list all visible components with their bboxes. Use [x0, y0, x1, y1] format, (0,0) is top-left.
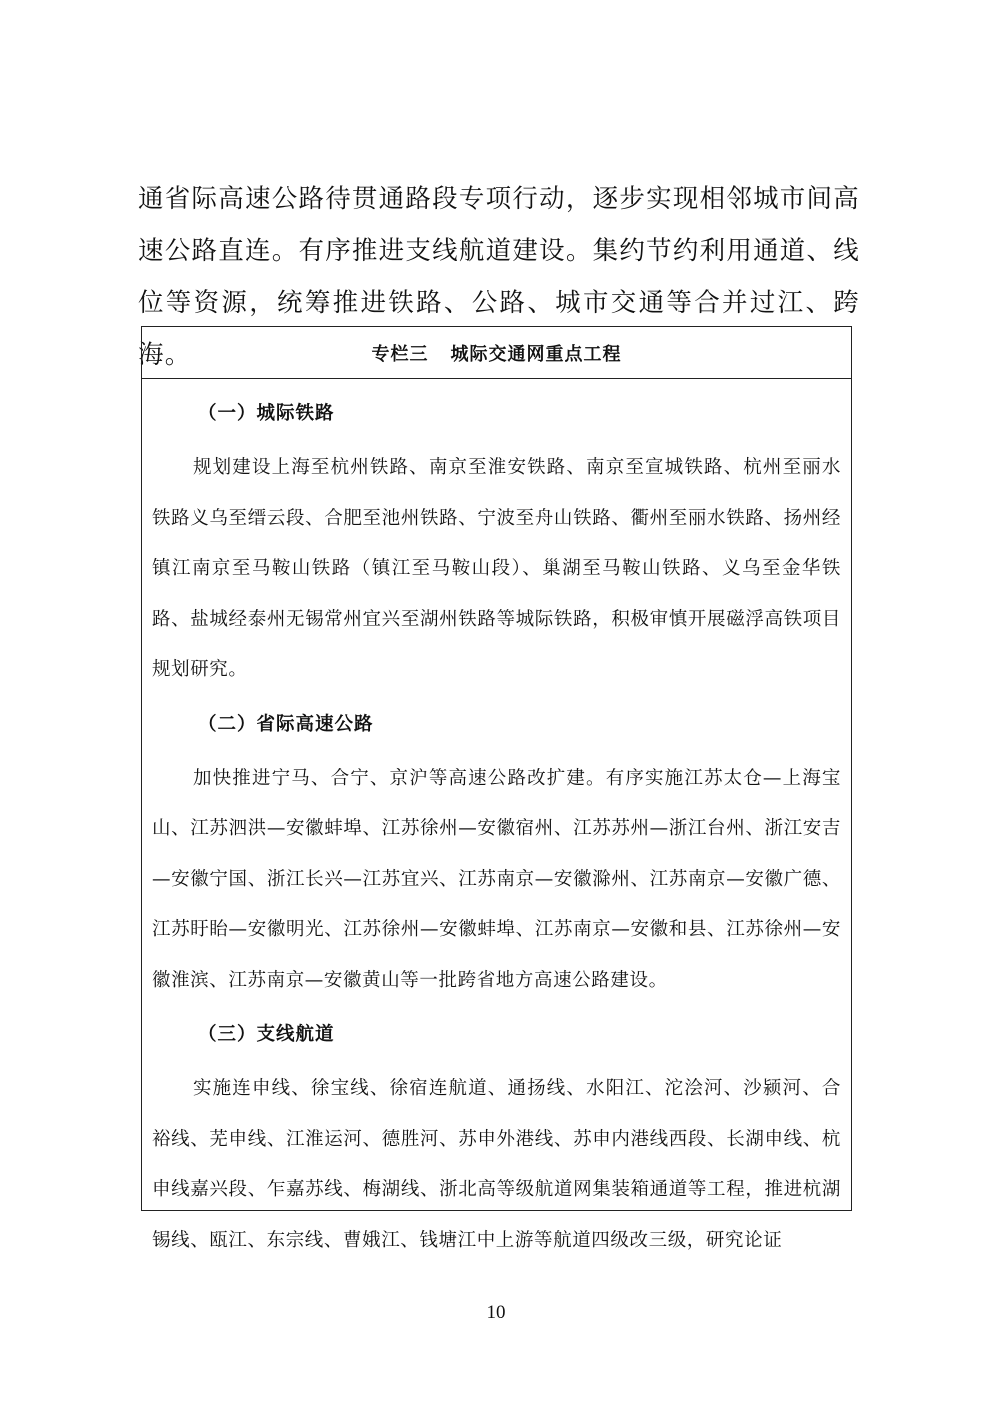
- section-title-intercity-railway: （一）城际铁路: [198, 403, 335, 424]
- box-header-title: 城际交通网重点工程: [450, 343, 622, 365]
- box-body: [142, 385, 851, 1266]
- section-text-interprovincial-expressway: 加快推进宁马、合宁、京沪等高速公路改扩建。有序实施江苏太仓—上海宝山、江苏泗洪—安徽蚌埠、江苏徐州—安徽宿州、江苏苏州—浙江台州、浙江安吉—安徽宁国、浙江长兴—江苏宜兴、江苏南京—安徽滁州、江苏南京—安徽广德、江苏盱眙—安徽明光、江苏徐州—安徽蚌埠、江苏南京—安徽和县、江苏徐州—安徽淮滨、江苏南京—安徽黄山等一批跨省地方高速公路建设。: [152, 767, 841, 991]
- box-header: [142, 327, 851, 379]
- box-header-label: 专栏三: [371, 343, 429, 365]
- intro-text: 通省际高速公路待贯通路段专项行动，逐步实现相邻城市间高速公路直连。有序推进支线航道建设。集约节约利用通道、线位等资源，统筹推进铁路、公路、城市交通等合并过江、跨海。: [138, 184, 860, 370]
- section-title-branch-waterway: （三）支线航道: [198, 1024, 335, 1045]
- section-text-branch-waterway: 实施连申线、徐宝线、徐宿连航道、通扬线、水阳江、沱浍河、沙颍河、合裕线、芜申线、江淮运河、德胜河、苏申外港线、苏申内港线西段、长湖申线、杭申线嘉兴段、乍嘉苏线、梅湖线、浙北高等级航道网集装箱通道等工程，推进杭湖锡线、瓯江、东宗线、曹娥江、钱塘江中上游等航道四级改三级，研究论证: [152, 1078, 841, 1251]
- section-text-intercity-railway: 规划建设上海至杭州铁路、南京至淮安铁路、南京至宣城铁路、杭州至丽水铁路义乌至缙云段、合肥至池州铁路、宁波至舟山铁路、衢州至丽水铁路、扬州经镇江南京至马鞍山铁路（镇江至马鞍山段）、巢湖至马鞍山铁路、义乌至金华铁路、盐城经泰州无锡常州宜兴至湖州铁路等城际铁路，积极审慎开展磁浮高铁项目规划研究。: [152, 457, 841, 680]
- page-number: 10: [486, 1302, 506, 1323]
- special-column-box: [141, 326, 852, 1251]
- section-title-interprovincial-expressway: （二）省际高速公路: [198, 713, 374, 735]
